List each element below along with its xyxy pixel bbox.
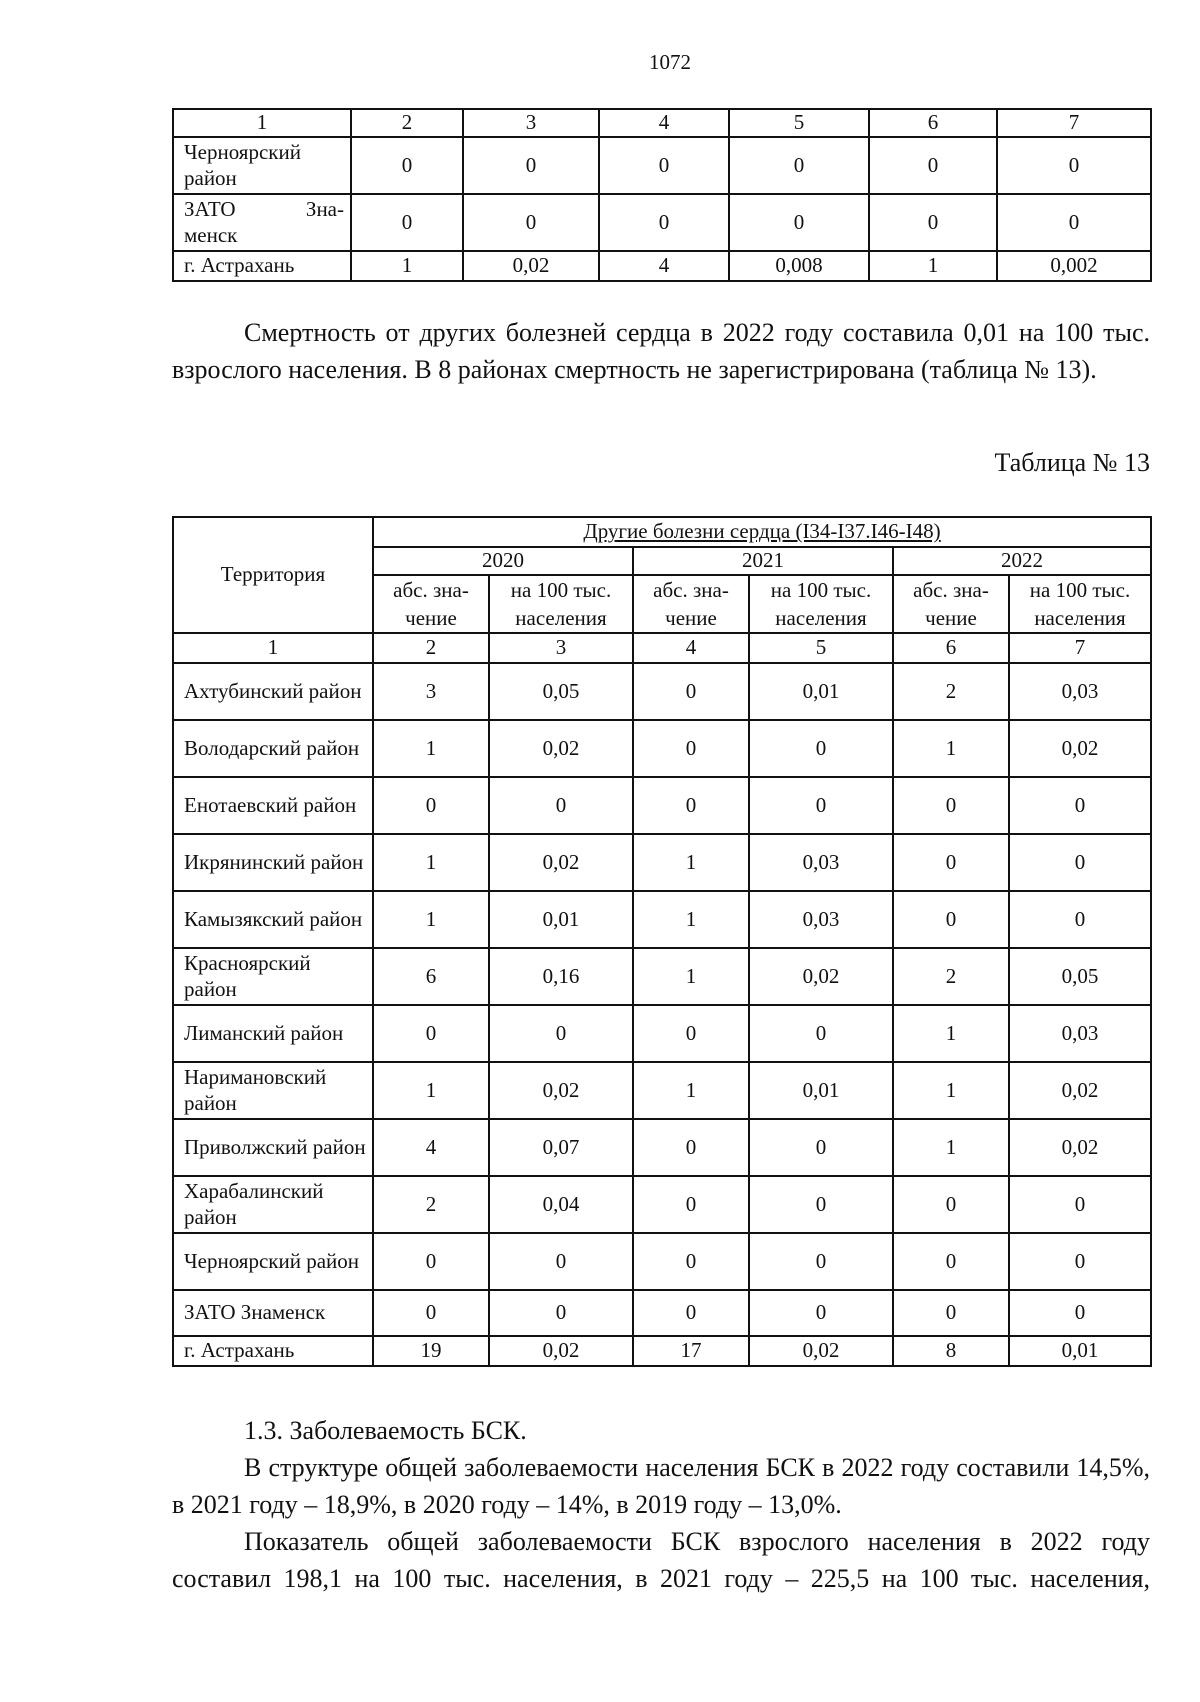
territory-name: Володарский район bbox=[173, 720, 373, 777]
table-cell: 0 bbox=[1009, 777, 1151, 834]
table-cell: 1 bbox=[373, 720, 489, 777]
table-cell: 1 bbox=[893, 1062, 1009, 1119]
table-cell: 0,05 bbox=[489, 663, 633, 720]
table-cell: 0 bbox=[869, 137, 997, 194]
table-cell: 0 bbox=[893, 891, 1009, 948]
section-paragraph: Показатель общей заболеваемости БСК взрослого населения в 2022 году составил 198,1 на 100 тыс. населения, в 2021 году – 225,5 на 100 тыс. населения, bbox=[172, 1527, 1150, 1593]
territory-name: Ахтубинский район bbox=[173, 663, 373, 720]
territory-name: ЗАТО Знаменск bbox=[173, 1290, 373, 1336]
table-cell: 0,03 bbox=[1009, 1005, 1151, 1062]
table-cell: 0,16 bbox=[489, 948, 633, 1005]
column-number: 2 bbox=[373, 633, 489, 663]
table-row bbox=[173, 1119, 1151, 1176]
territory-name: Наримановский район bbox=[173, 1062, 373, 1119]
table-cell: 2 bbox=[893, 948, 1009, 1005]
abs-value-header: абс. зна- чение bbox=[373, 575, 489, 633]
territory-name: Енотаевский район bbox=[173, 777, 373, 834]
table-cell: 0 bbox=[997, 194, 1151, 251]
table-cell: 1 bbox=[893, 1005, 1009, 1062]
table-cell: 0 bbox=[1009, 834, 1151, 891]
territory-name: Черноярский район bbox=[173, 1233, 373, 1290]
year-header: 2021 bbox=[633, 547, 893, 575]
table-cell: 0 bbox=[997, 137, 1151, 194]
territory-name: Икрянинский район bbox=[173, 834, 373, 891]
table-cell: 0 bbox=[893, 777, 1009, 834]
table-cell: 0 bbox=[463, 194, 599, 251]
table-row bbox=[173, 1233, 1151, 1290]
table-cell: 0 bbox=[489, 1005, 633, 1062]
year-header: 2020 bbox=[373, 547, 633, 575]
territory-name-part: Зна- bbox=[305, 197, 344, 222]
table-cell: 0,03 bbox=[749, 834, 893, 891]
table-row bbox=[173, 834, 1151, 891]
table-cell: 0 bbox=[633, 1005, 749, 1062]
table-row bbox=[173, 663, 1151, 720]
table-cell: 1 bbox=[869, 251, 997, 281]
table-cell: 0,02 bbox=[489, 1062, 633, 1119]
table-cell: 0 bbox=[893, 1233, 1009, 1290]
table-cell: 4 bbox=[373, 1119, 489, 1176]
table-row bbox=[173, 251, 1151, 281]
abs-value-header: абс. зна- чение bbox=[893, 575, 1009, 633]
table-row bbox=[173, 137, 1151, 194]
table-header-row bbox=[173, 109, 1151, 137]
table-cell: 1 bbox=[373, 834, 489, 891]
table-cell: 0 bbox=[373, 777, 489, 834]
section-heading: 1.3. Заболеваемость БСК. bbox=[244, 1416, 527, 1445]
table-cell: 0,04 bbox=[489, 1176, 633, 1233]
table-cell: 0,02 bbox=[463, 251, 599, 281]
table-cell: 0 bbox=[633, 1290, 749, 1336]
table-cell: 0,02 bbox=[749, 948, 893, 1005]
table-cell: 0,008 bbox=[729, 251, 869, 281]
territory-name: Камызякский район bbox=[173, 891, 373, 948]
table-row bbox=[173, 948, 1151, 1005]
table-cell: 0 bbox=[633, 777, 749, 834]
table-cell: 0 bbox=[489, 1233, 633, 1290]
table-cell: 0,002 bbox=[997, 251, 1151, 281]
table-cell: 0,02 bbox=[749, 1336, 893, 1366]
table-cell: 4 bbox=[599, 251, 729, 281]
table-cell: 1 bbox=[633, 891, 749, 948]
table-cell: 0 bbox=[729, 194, 869, 251]
table-cell: 8 bbox=[893, 1336, 1009, 1366]
table-cell: 0 bbox=[633, 663, 749, 720]
territory-name-part: ЗАТО bbox=[184, 197, 236, 222]
column-number: 2 bbox=[351, 109, 463, 137]
table-cell: 0 bbox=[373, 1233, 489, 1290]
territory-name: Красноярский район bbox=[173, 948, 373, 1005]
table-cell: 0 bbox=[869, 194, 997, 251]
column-number-row bbox=[173, 633, 1151, 663]
table-cell: 0 bbox=[351, 137, 463, 194]
territory-name: Лиманский район bbox=[173, 1005, 373, 1062]
mortality-paragraph: Смертность от других болезней сердца в 2022 году составила 0,01 на 100 тыс. взрослого населения. В 8 районах смертность не зарегистрирована (таблица № 13). bbox=[172, 318, 1150, 384]
table-cell: 0 bbox=[633, 1176, 749, 1233]
table-cell: 0 bbox=[749, 1290, 893, 1336]
table-cell: 1 bbox=[633, 834, 749, 891]
table-13-body bbox=[173, 663, 1151, 1366]
table-cell: 0 bbox=[1009, 891, 1151, 948]
table-cell: 0 bbox=[599, 137, 729, 194]
table-cell: 0 bbox=[749, 1176, 893, 1233]
table-row bbox=[173, 1290, 1151, 1336]
table-cell: 0 bbox=[749, 1233, 893, 1290]
column-number: 4 bbox=[599, 109, 729, 137]
table-cell: 2 bbox=[893, 663, 1009, 720]
table-cell: 0 bbox=[633, 1119, 749, 1176]
table-cell: 0,01 bbox=[489, 891, 633, 948]
table-cell: 0 bbox=[893, 834, 1009, 891]
table-cell: 0 bbox=[1009, 1176, 1151, 1233]
page-number: 1072 bbox=[649, 50, 691, 74]
table-cell: 19 bbox=[373, 1336, 489, 1366]
table-cell: 1 bbox=[633, 1062, 749, 1119]
table-cell: 0,02 bbox=[489, 720, 633, 777]
rate-header: на 100 тыс. населения bbox=[749, 575, 893, 633]
table-header-row bbox=[173, 517, 1151, 547]
table-cell: 0 bbox=[749, 777, 893, 834]
table-cell: 0,01 bbox=[749, 1062, 893, 1119]
table-row bbox=[173, 777, 1151, 834]
column-number: 5 bbox=[749, 633, 893, 663]
table-cell: 2 bbox=[373, 1176, 489, 1233]
column-number: 6 bbox=[893, 633, 1009, 663]
table-cell: 1 bbox=[373, 891, 489, 948]
table-cell: 1 bbox=[351, 251, 463, 281]
table-cell: 17 bbox=[633, 1336, 749, 1366]
column-number: 6 bbox=[869, 109, 997, 137]
territory-name: г. Астрахань bbox=[173, 1336, 373, 1366]
table-cell: 6 bbox=[373, 948, 489, 1005]
table-cell: 0,05 bbox=[1009, 948, 1151, 1005]
continuation-table bbox=[172, 108, 1152, 282]
table-cell: 0 bbox=[489, 1290, 633, 1336]
table-cell: 0 bbox=[633, 1233, 749, 1290]
column-number: 3 bbox=[463, 109, 599, 137]
table-cell: 0,07 bbox=[489, 1119, 633, 1176]
table-row bbox=[173, 1176, 1151, 1233]
column-number: 4 bbox=[633, 633, 749, 663]
table-cell: 3 bbox=[373, 663, 489, 720]
table-cell: 0,03 bbox=[749, 891, 893, 948]
table-cell: 0,02 bbox=[489, 834, 633, 891]
table-cell: 0,02 bbox=[1009, 1119, 1151, 1176]
table-cell: 0 bbox=[373, 1290, 489, 1336]
column-number: 1 bbox=[173, 109, 351, 137]
column-number: 3 bbox=[489, 633, 633, 663]
table-cell: 0,02 bbox=[1009, 1062, 1151, 1119]
table-cell: 0,01 bbox=[1009, 1336, 1151, 1366]
territory-name: Харабалинский район bbox=[173, 1176, 373, 1233]
table-cell: 0 bbox=[749, 720, 893, 777]
territory-name: Черноярский район bbox=[173, 137, 351, 194]
table-13 bbox=[172, 516, 1152, 1367]
table-row bbox=[173, 1005, 1151, 1062]
group-header-label: Другие болезни сердца (I34-I37.I46-I48) bbox=[583, 519, 941, 544]
year-header: 2022 bbox=[893, 547, 1151, 575]
table-row bbox=[173, 194, 1151, 251]
group-header bbox=[373, 517, 1151, 547]
territory-name: Приволжский район bbox=[173, 1119, 373, 1176]
table-cell: 0 bbox=[373, 1005, 489, 1062]
rate-header: на 100 тыс. населения bbox=[489, 575, 633, 633]
table-cell: 1 bbox=[893, 1119, 1009, 1176]
table-cell: 0,01 bbox=[749, 663, 893, 720]
table-cell: 1 bbox=[373, 1062, 489, 1119]
column-number: 7 bbox=[1009, 633, 1151, 663]
column-number: 7 bbox=[997, 109, 1151, 137]
table-cell: 1 bbox=[893, 720, 1009, 777]
table-cell: 0 bbox=[749, 1005, 893, 1062]
table-cell: 0 bbox=[749, 1119, 893, 1176]
table-cell: 0 bbox=[729, 137, 869, 194]
table-cell: 0,02 bbox=[489, 1336, 633, 1366]
territory-name bbox=[173, 194, 351, 251]
table-cell: 0 bbox=[351, 194, 463, 251]
table-cell: 1 bbox=[633, 948, 749, 1005]
table-row bbox=[173, 1336, 1151, 1366]
table-cell: 0 bbox=[599, 194, 729, 251]
table-row bbox=[173, 720, 1151, 777]
table-cell: 0 bbox=[1009, 1290, 1151, 1336]
table-cell: 0,02 bbox=[1009, 720, 1151, 777]
territory-header: Территория bbox=[173, 517, 373, 633]
rate-header: на 100 тыс. населения bbox=[1009, 575, 1151, 633]
table-cell: 0 bbox=[893, 1176, 1009, 1233]
column-number: 1 bbox=[173, 633, 373, 663]
table-cell: 0,03 bbox=[1009, 663, 1151, 720]
table-row bbox=[173, 1062, 1151, 1119]
table-cell: 0 bbox=[463, 137, 599, 194]
table-cell: 0 bbox=[633, 720, 749, 777]
table-caption: Таблица № 13 bbox=[994, 448, 1150, 477]
territory-name-part: менск bbox=[184, 222, 238, 247]
table-cell: 0 bbox=[893, 1290, 1009, 1336]
abs-value-header: абс. зна- чение bbox=[633, 575, 749, 633]
table-row bbox=[173, 891, 1151, 948]
section-paragraph: В структуре общей заболеваемости населения БСК в 2022 году составили 14,5%, в 2021 году – 18,9%, в 2020 году – 14%, в 2019 году – 13,0%. bbox=[172, 1453, 1150, 1519]
territory-name: г. Астрахань bbox=[173, 251, 351, 281]
table-cell: 0 bbox=[1009, 1233, 1151, 1290]
table-cell: 0 bbox=[489, 777, 633, 834]
column-number: 5 bbox=[729, 109, 869, 137]
